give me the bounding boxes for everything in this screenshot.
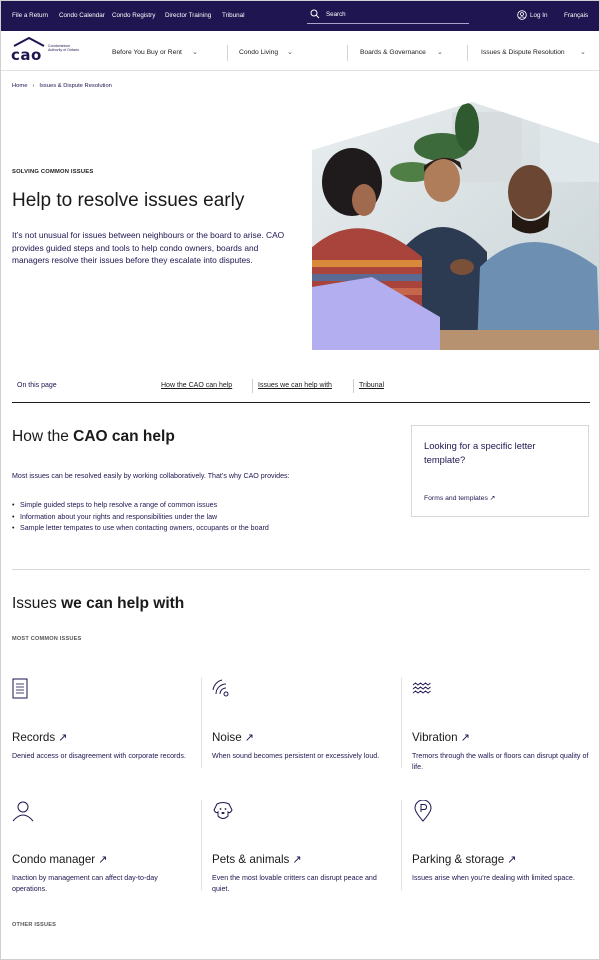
hero-eyebrow: SOLVING COMMON ISSUES — [12, 169, 94, 175]
card-title-text: Condo manager — [12, 853, 96, 866]
logo-subtitle: Condominium Authority of Ontario — [48, 44, 79, 53]
card-title — [412, 853, 516, 866]
arrow-up-right-icon: ↗ — [460, 732, 470, 744]
arrow-up-right-icon: ↗ — [507, 854, 517, 866]
main-nav — [1, 31, 600, 71]
issues-section-title — [12, 595, 184, 613]
help-intro: Most issues can be resolved easily by working collaboratively. That’s why CAO provides: — [12, 472, 290, 480]
jump-link-how-cao-helps[interactable]: How the CAO can help — [161, 382, 233, 389]
chevron-down-icon: ⌄ — [580, 49, 586, 56]
breadcrumb-current[interactable]: Issues & Dispute Resolution — [39, 83, 112, 89]
jump-link-divider — [252, 379, 253, 393]
login-label: Log In — [530, 12, 548, 19]
card-title-text: Noise — [212, 731, 242, 744]
nav-divider — [347, 45, 348, 61]
card-description: Tremors through the walls or floors can disrupt quality of life. — [412, 752, 589, 771]
chevron-down-icon: ⌄ — [287, 49, 293, 56]
nav-divider — [467, 45, 468, 61]
parking-pin-icon — [412, 800, 434, 822]
help-title-prefix: How the — [12, 428, 74, 445]
section-divider — [12, 569, 590, 570]
jump-link-issues[interactable]: Issues we can help with — [258, 382, 332, 389]
page-title: Help to resolve issues early — [12, 190, 245, 211]
card-title — [12, 853, 107, 866]
arrow-up-right-icon: ↗ — [292, 854, 302, 866]
nav-label: Boards & Governance — [360, 49, 426, 56]
most-common-issues-label: MOST COMMON ISSUES — [12, 636, 82, 642]
on-this-page-nav — [12, 373, 590, 403]
help-section-title — [12, 428, 175, 446]
card-title — [212, 853, 302, 866]
breadcrumb — [12, 83, 112, 89]
util-link-file-return[interactable]: File a Return — [12, 12, 49, 19]
language-toggle[interactable]: Français — [564, 12, 589, 19]
vibration-icon — [412, 678, 434, 700]
issue-card-records[interactable] — [12, 678, 202, 788]
arrow-up-right-icon: ↗ — [244, 732, 254, 744]
card-title-text: Parking & storage — [412, 853, 505, 866]
card-description: When sound becomes persistent or excessively loud. — [212, 752, 380, 760]
card-description: Denied access or disagreement with corporate records. — [12, 752, 186, 760]
jump-link-tribunal[interactable]: Tribunal — [359, 382, 385, 389]
nav-divider — [227, 45, 228, 61]
breadcrumb-separator-icon: › — [32, 83, 35, 89]
nav-label: Issues & Dispute Resolution — [481, 49, 565, 56]
callout-question: Looking for a specific letter template? — [424, 440, 536, 465]
on-this-page-label: On this page — [17, 382, 57, 389]
cao-logo[interactable] — [11, 37, 81, 65]
other-issues-label: OTHER ISSUES — [12, 922, 57, 928]
search-placeholder: Search — [326, 11, 346, 18]
breadcrumb-home[interactable]: Home — [12, 83, 28, 89]
nav-label: Before You Buy or Rent — [112, 49, 182, 56]
help-list — [12, 500, 302, 535]
chevron-down-icon: ⌄ — [192, 49, 198, 56]
arrow-up-right-icon: ↗ — [58, 732, 68, 744]
help-title-bold: CAO can help — [73, 428, 175, 445]
user-circle-icon — [517, 10, 527, 20]
card-title-text: Pets & animals — [212, 853, 290, 866]
hero-photo — [312, 102, 600, 350]
nav-condo-living[interactable] — [239, 31, 339, 71]
list-item: • Simple guided steps to help resolve a range of common issues — [12, 500, 302, 512]
card-title-text: Records — [12, 731, 56, 744]
card-title — [12, 731, 67, 744]
list-item: • Sample letter tempates to use when contacting owners, occupants or the board — [12, 523, 302, 535]
logo-letters: cao — [11, 46, 42, 64]
chevron-down-icon: ⌄ — [437, 49, 443, 56]
letter-template-callout — [411, 425, 589, 517]
issue-card-condo-manager[interactable] — [12, 800, 202, 910]
sound-waves-icon — [212, 678, 234, 700]
nav-boards-governance[interactable] — [360, 31, 460, 71]
issue-card-pets[interactable] — [212, 800, 402, 910]
issues-title-bold: we can help with — [61, 595, 185, 612]
issues-title-prefix: Issues — [12, 595, 62, 612]
nav-before-you-buy[interactable] — [112, 31, 224, 71]
search-input[interactable] — [307, 7, 469, 24]
card-description: Inaction by management can affect day-to-day operations. — [12, 874, 158, 893]
card-description: Issues arise when you’re dealing with limited space. — [412, 874, 575, 882]
card-divider — [201, 678, 202, 768]
card-title — [212, 731, 254, 744]
card-divider — [201, 800, 202, 890]
util-link-director-training[interactable]: Director Training — [165, 12, 212, 19]
util-link-tribunal[interactable]: Tribunal — [222, 12, 245, 19]
card-title — [412, 731, 470, 744]
issue-card-noise[interactable] — [212, 678, 402, 788]
forms-templates-link[interactable]: Forms and templates ↗ — [424, 495, 496, 502]
search-icon — [310, 9, 320, 19]
jump-link-divider — [353, 379, 354, 393]
arrow-up-right-icon: ↗ — [98, 854, 108, 866]
utility-bar — [1, 1, 600, 31]
nav-label: Condo Living — [239, 49, 279, 56]
list-item: • Information about your rights and responsibilities under the law — [12, 512, 302, 524]
card-title-text: Vibration — [412, 731, 458, 744]
nav-issues-dispute[interactable] — [481, 31, 597, 71]
util-link-condo-registry[interactable]: Condo Registry — [112, 12, 156, 19]
dog-icon — [212, 800, 234, 822]
person-icon — [12, 800, 34, 822]
util-link-condo-calendar[interactable]: Condo Calendar — [59, 12, 105, 19]
hero-body: It’s not unusual for issues between neighbours or the board to arise. CAO provides guided steps and tools to help condo owners, boards and managers resolve their issues before they escalate into disputes. — [12, 230, 285, 265]
card-divider — [401, 678, 402, 768]
card-description: Even the most lovable critters can disrupt peace and quiet. — [212, 874, 377, 893]
card-divider — [401, 800, 402, 890]
issue-card-vibration[interactable] — [412, 678, 600, 788]
issue-card-parking[interactable] — [412, 800, 600, 910]
document-icon — [12, 678, 34, 700]
